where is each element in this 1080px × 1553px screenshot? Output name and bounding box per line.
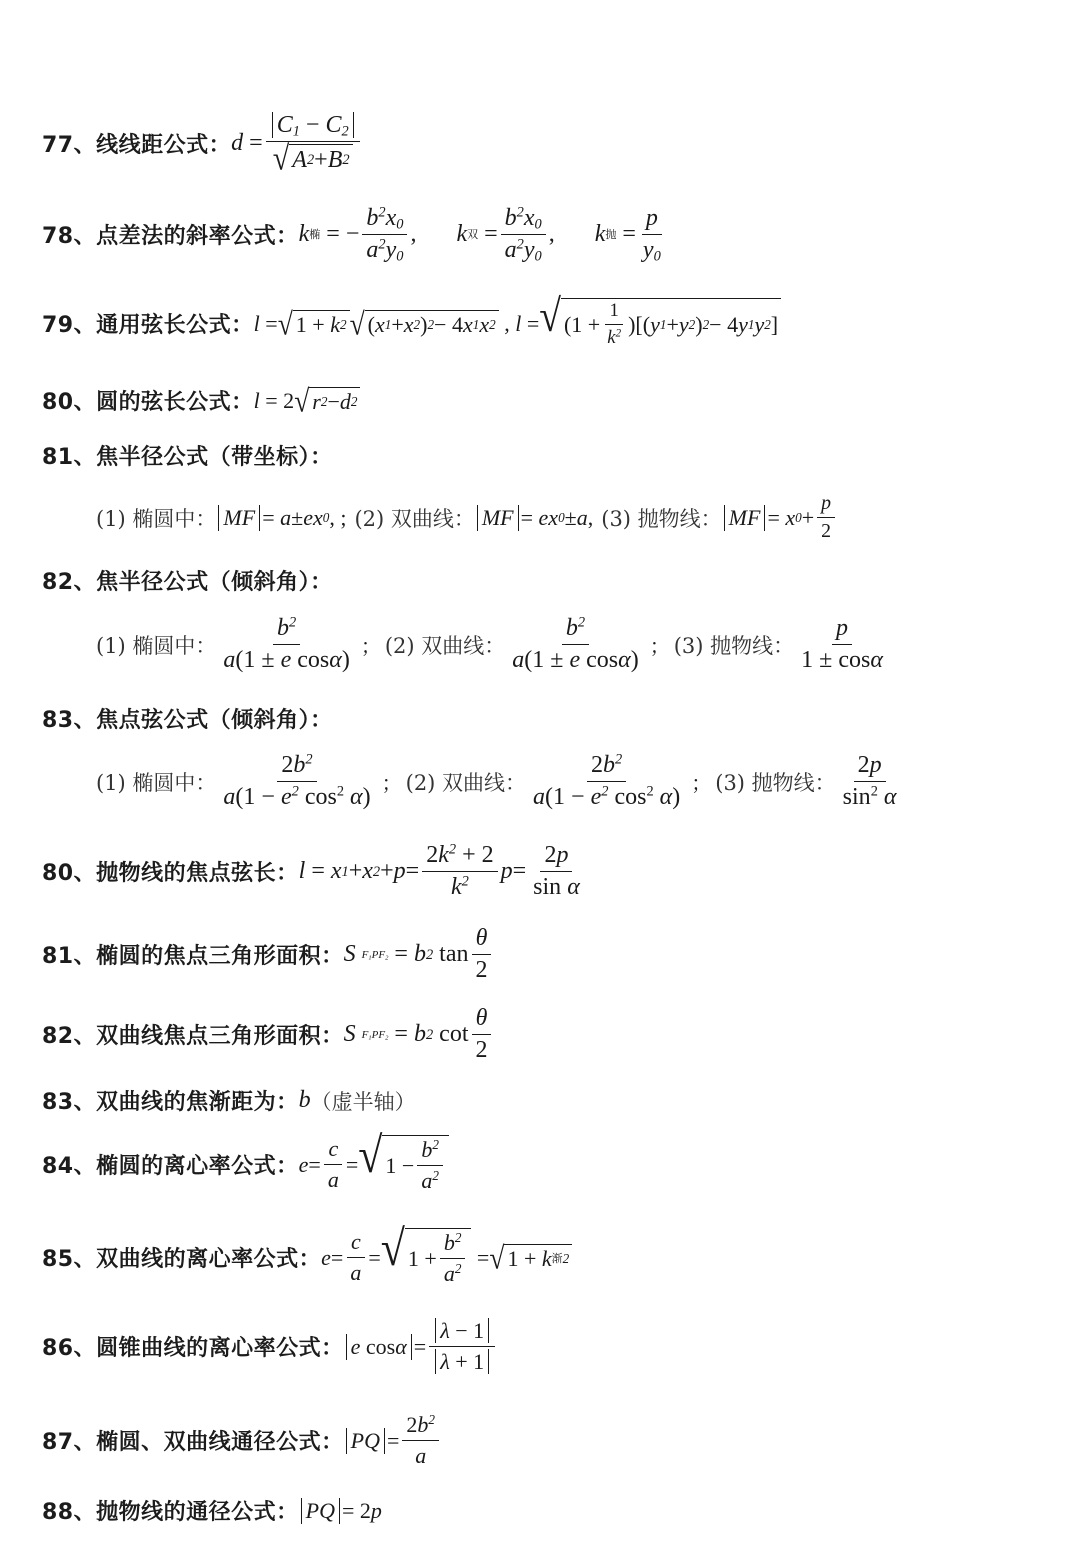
item-label: 87、椭圆、双曲线通径公式： (42, 1430, 344, 1455)
item-label: 83、双曲线的焦渐距为： (42, 1090, 299, 1115)
formula-79 (42, 290, 781, 349)
formula-88: 88、抛物线的通径公式： PQ = 2 p (42, 1495, 382, 1526)
formula-80-parabola (42, 842, 587, 901)
formula-87: 87、椭圆、双曲线通径公式： PQ = $\frac{2b^2}{a}$ (42, 1412, 442, 1469)
item-label: 80、抛物线的焦点弦长： (42, 861, 299, 886)
formula-85: 85、双曲线的离心率公式： e = $\frac{c}{a}$ = √ 1 + $\frac{b^2}{a^2}$ = √ 1 + k 渐 2 (42, 1228, 572, 1287)
heading-83 (42, 703, 333, 734)
item-label: 78、点差法的斜率公式： (42, 224, 299, 249)
formula-83-asymptote: 83、双曲线的焦渐距为： b （虚半轴） (42, 1087, 416, 1115)
formula-80-circle (42, 382, 360, 418)
heading-81 (42, 440, 333, 471)
formula-focal-chord: l = x 1 + x 2 + p = $\frac{2k^2 + 2}{k^2}$ p = $\frac{2p}{\text{sin α}}$ (298, 841, 580, 900)
formula-82-parts: (1) 椭圆中： $\frac{b^2}{\text{a(1 ± e cosα)}}$ ； (2) 双曲线： $\frac{b^2}{\text{a(1 ± e cosα)}}$ ； (3) 抛物线： $\frac{p}{1 \pm \cos\alpha}$ (96, 614, 883, 673)
item-label: 79、通用弦长公式： (42, 313, 254, 338)
heading-82 (42, 565, 333, 596)
item-label: 77、线线距公式： (42, 133, 232, 158)
formula-81-parts: (1) 椭圆中： MF = a ± ex 0 , ; (2) 双曲线： MF = ex 0 ± a , (3) 抛物线： MF = x 0 + $\frac{p}{2}$ (96, 492, 838, 543)
formula-line-distance: d = $C_1 - C_2$ √ A 2 + B 2 (231, 112, 363, 175)
item-label: 88、抛物线的通径公式： (42, 1500, 299, 1525)
formula-84: 84、椭圆的离心率公式： e = $\frac{c}{a}$ = √ 1 − $\frac{b^2}{a^2}$ (42, 1135, 449, 1194)
item-label: 81、椭圆的焦点三角形面积： (42, 944, 344, 969)
item-label: 82、焦半径公式（倾斜角）： (42, 570, 333, 595)
formula-77 (42, 112, 363, 178)
formula-86: 86、圆锥曲线的离心率公式： e cosα = $\frac{\lambda - 1}{\lambda + 1}$ (42, 1318, 498, 1375)
formula-83-parts: (1) 椭圆中： $\frac{2b^2}{a(1 - e^2 \cos^2 \alpha)}$ ； (2) 双曲线： $\frac{2b^2}{a(1 - e^2 \cos^2 \alpha)}$ ； (3) 抛物线： $\frac{2p}{\sin^2 \alpha}$ (96, 751, 897, 810)
formula-81-ellipse-area: 81、椭圆的焦点三角形面积： S $F_1PF_2$ = b 2 tan $\frac{\theta}{2}$ (42, 925, 495, 984)
item-label: 83、焦点弦公式（倾斜角）： (42, 708, 333, 733)
item-label: 82、双曲线焦点三角形面积： (42, 1024, 344, 1049)
formula-78 (42, 205, 668, 264)
formula-circle-chord: l = 2 √ r 2 − d 2 (254, 387, 361, 415)
formula-chord-length: l = √ 1 + k 2 √ ( x 1 + x 2 ) 2 − 4 x 1 x 2 , l = √ (1 + $\frac{1}{k^2}$ )[( y 1 + y 2 ) 2 − 4 y 1 y 2 ] (254, 298, 781, 349)
formula-slope: k 椭 = − $\frac{b^2x_0}{a^2y_0}$ , k 双 = $\frac{b^2x_0}{a^2y_0}$ , k 抛 = $\frac{p}{y_0}$ (298, 204, 661, 265)
item-label: 84、椭圆的离心率公式： (42, 1154, 299, 1179)
formula-82-hyperbola-area: 82、双曲线焦点三角形面积： S $F_1PF_2$ = b 2 cot $\frac{\theta}{2}$ (42, 1005, 495, 1064)
item-label: 81、焦半径公式（带坐标）： (42, 445, 333, 470)
item-label: 80、圆的弦长公式： (42, 390, 254, 415)
item-label: 86、圆锥曲线的离心率公式： (42, 1336, 344, 1361)
item-label: 85、双曲线的离心率公式： (42, 1247, 322, 1272)
